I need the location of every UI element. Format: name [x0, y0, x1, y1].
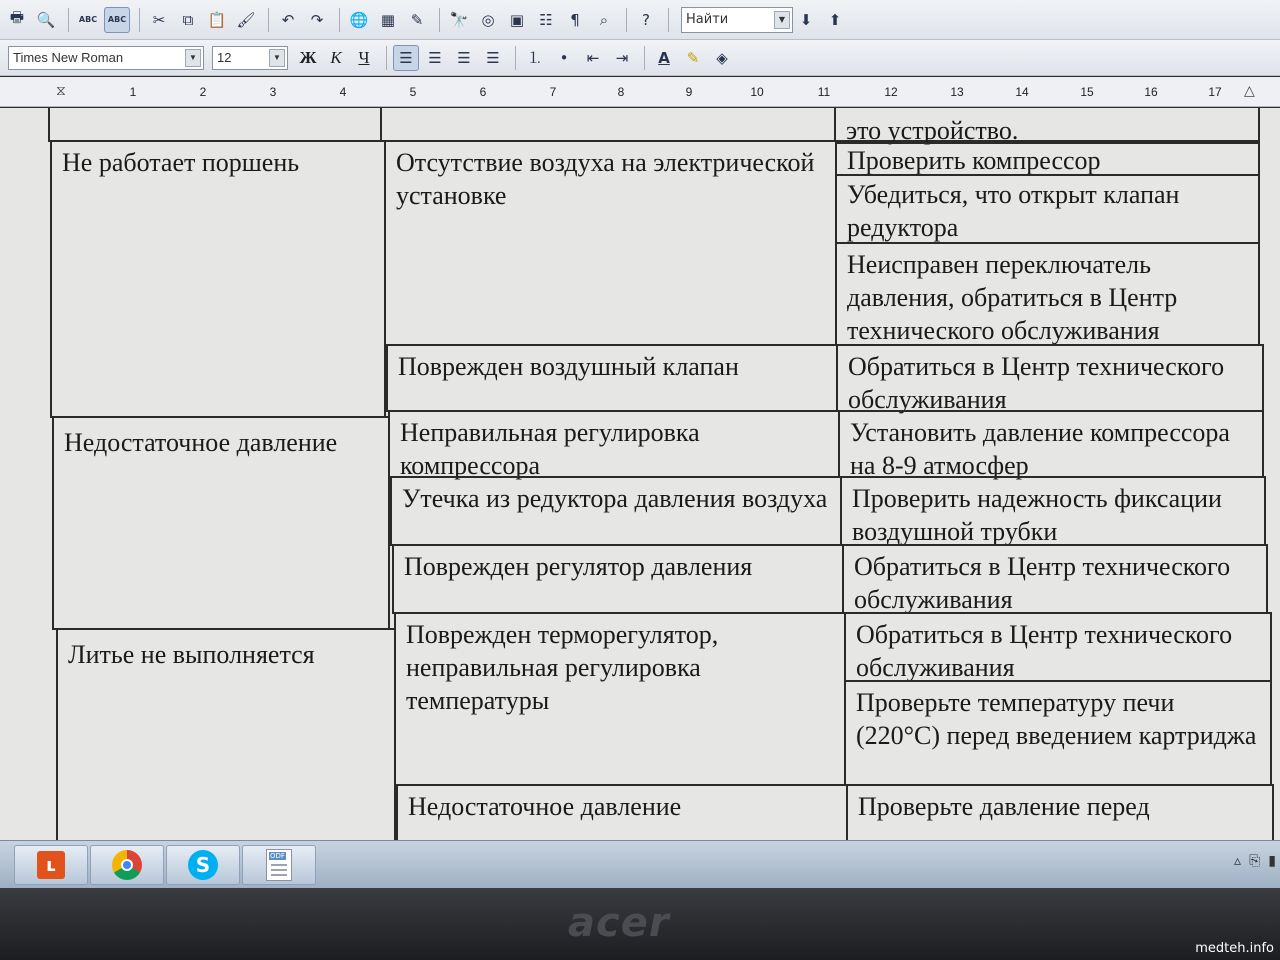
- table-cell-solution[interactable]: Проверить компрессор: [835, 142, 1260, 176]
- table-cell[interactable]: [380, 108, 836, 142]
- table-icon[interactable]: ▦: [380, 10, 396, 29]
- chevron-down-icon[interactable]: ▼: [185, 49, 201, 67]
- table-cell-cause[interactable]: Утечка из редуктора давления воздуха: [390, 476, 842, 546]
- table-cell-solution[interactable]: Обратиться в Центр технического обслуживания: [836, 344, 1264, 412]
- table-cell-problem[interactable]: Литье не выполняется: [56, 628, 396, 840]
- show-hidden-icons-icon[interactable]: ▵: [1234, 853, 1242, 869]
- table-cell-problem[interactable]: Не работает поршень: [50, 140, 386, 418]
- toolbar-separator: [668, 8, 669, 32]
- numbering-icon[interactable]: ⒈: [527, 49, 543, 67]
- left-indent-marker-icon[interactable]: ⧖: [56, 83, 66, 99]
- table-cell-cause[interactable]: Поврежден регулятор давления: [392, 544, 844, 614]
- ruler-tick: 15: [1080, 85, 1094, 99]
- find-next-icon[interactable]: ⬇: [799, 10, 813, 29]
- ruler-tick: 10: [750, 85, 764, 99]
- ruler-tick: 17: [1208, 85, 1222, 99]
- ruler-tick: 7: [549, 85, 557, 99]
- table-cell-solution[interactable]: Обратиться в Центр технического обслуживания: [842, 544, 1268, 614]
- font-size-value: 12: [217, 50, 232, 65]
- paste-icon[interactable]: 📋: [207, 10, 227, 29]
- table-cell-cause[interactable]: Поврежден терморегулятор, неправильная регулировка температуры: [394, 612, 846, 786]
- zoom-icon[interactable]: ⌕: [599, 10, 609, 29]
- toolbar-separator: [268, 8, 269, 32]
- print-icon[interactable]: 🖶: [9, 8, 25, 26]
- monitor-bezel: [0, 888, 1280, 960]
- table-cell-problem[interactable]: Недостаточное давление: [52, 416, 390, 630]
- spellcheck-button[interactable]: ABC: [78, 15, 98, 24]
- chrome-icon: [112, 850, 142, 880]
- align-justify-icon[interactable]: ☰: [486, 48, 500, 67]
- table-cell-cause[interactable]: Недостаточное давление: [396, 784, 848, 840]
- toolbar-separator: [68, 8, 69, 32]
- bullets-icon[interactable]: •: [559, 48, 569, 67]
- watermark: medteh.info: [1195, 941, 1274, 956]
- font-name-combo[interactable]: [8, 46, 204, 70]
- ruler-tick: 13: [950, 85, 964, 99]
- font-size-combo[interactable]: [212, 46, 288, 70]
- clone-format-icon[interactable]: 🖌: [236, 10, 256, 29]
- font-color-icon[interactable]: A: [658, 48, 670, 67]
- chevron-down-icon[interactable]: ▼: [774, 11, 790, 29]
- bold-button[interactable]: Ж: [299, 47, 317, 67]
- horizontal-ruler[interactable]: [0, 77, 1280, 107]
- undo-icon[interactable]: ↶: [281, 10, 295, 29]
- ruler-tick: 3: [269, 85, 277, 99]
- redo-icon[interactable]: ↷: [310, 10, 324, 29]
- standard-toolbar: [0, 0, 1280, 40]
- table-cell-solution[interactable]: Проверить надежность фиксации воздушной трубки: [840, 476, 1266, 546]
- font-name-value: Times New Roman: [13, 50, 124, 65]
- find-input[interactable]: [681, 7, 793, 33]
- underline-button[interactable]: Ч: [358, 47, 370, 67]
- highlighting-icon[interactable]: ✎: [686, 48, 700, 67]
- skype-icon: S: [188, 850, 218, 880]
- table-cell-solution[interactable]: Проверьте давление перед: [846, 784, 1274, 840]
- table-cell-cause[interactable]: Отсутствие воздуха на электрической установке: [384, 140, 837, 346]
- copy-icon[interactable]: ⧉: [182, 10, 194, 29]
- ruler-tick: 9: [685, 85, 693, 99]
- italic-button[interactable]: К: [330, 47, 342, 67]
- table-cell-cause[interactable]: Поврежден воздушный клапан: [386, 344, 838, 412]
- tray-app-icon[interactable]: ⎘: [1249, 853, 1261, 869]
- toolbar-separator: [439, 8, 440, 32]
- ruler-tick: 2: [199, 85, 207, 99]
- hyperlink-icon[interactable]: 🌐: [349, 10, 369, 29]
- increase-indent-icon[interactable]: ⇥: [615, 48, 629, 67]
- autospellcheck-button[interactable]: ABC: [104, 7, 130, 33]
- system-tray: [1234, 853, 1276, 869]
- find-previous-icon[interactable]: ⬆: [828, 10, 842, 29]
- right-indent-marker-icon[interactable]: △: [1244, 83, 1255, 99]
- ruler-tick: 14: [1015, 85, 1029, 99]
- print-preview-icon[interactable]: 🔍: [36, 10, 56, 29]
- ruler-tick: 1: [129, 85, 137, 99]
- toolbar-separator: [644, 46, 645, 70]
- data-sources-icon[interactable]: ☷: [539, 10, 553, 29]
- ruler-tick: 11: [817, 85, 831, 99]
- acer-logo: acer: [568, 900, 670, 946]
- navigator-icon[interactable]: 🔭: [449, 10, 469, 29]
- table-cell[interactable]: [48, 108, 382, 142]
- toolbar-separator: [339, 8, 340, 32]
- ruler-tick: 5: [409, 85, 417, 99]
- table-cell[interactable]: это устройство.: [834, 108, 1260, 142]
- align-center-icon[interactable]: ☰: [428, 48, 442, 67]
- image-icon[interactable]: ▣: [509, 10, 525, 29]
- taskbar-chrome[interactable]: [90, 845, 164, 885]
- gallery-icon[interactable]: ◎: [481, 10, 495, 29]
- toolbar-separator: [139, 8, 140, 32]
- formatting-marks-icon[interactable]: ¶: [570, 10, 580, 29]
- foxit-reader-icon: ʟ: [37, 851, 65, 879]
- table-cell-solution[interactable]: Убедиться, что открыт клапан редуктора: [835, 174, 1260, 244]
- toolbar-separator: [515, 46, 516, 70]
- ruler-tick: 8: [617, 85, 625, 99]
- table-cell-solution[interactable]: Неисправен переключатель давления, обратиться в Центр технического обслуживания: [835, 242, 1260, 346]
- taskbar-skype[interactable]: [166, 845, 240, 885]
- decrease-indent-icon[interactable]: ⇤: [586, 48, 600, 67]
- toolbar-separator: [626, 8, 627, 32]
- toolbar-separator: [386, 46, 387, 70]
- chevron-down-icon[interactable]: ▼: [269, 49, 285, 67]
- align-right-icon[interactable]: ☰: [457, 48, 471, 67]
- help-icon[interactable]: ?: [642, 10, 650, 29]
- table-cell-solution[interactable]: Обратиться в Центр технического обслуживания: [844, 612, 1272, 682]
- formatting-toolbar: [0, 40, 1280, 76]
- taskbar: [0, 840, 1280, 888]
- table-cell-cause[interactable]: Неправильная регулировка компрессора: [388, 410, 840, 478]
- taskbar-foxit-reader[interactable]: [14, 845, 88, 885]
- ruler-tick: 12: [884, 85, 898, 99]
- ruler-tick: 6: [479, 85, 487, 99]
- align-left-icon[interactable]: ☰: [393, 45, 419, 71]
- ruler-tick: 4: [339, 85, 347, 99]
- odf-document-icon: ODF: [266, 849, 292, 881]
- find-input-value: Найти: [686, 12, 729, 27]
- table-cell-solution[interactable]: Проверьте температуру печи (220°С) перед введением картриджа: [844, 680, 1272, 786]
- show-draw-functions-icon[interactable]: ✎: [410, 10, 424, 29]
- ruler-tick: 16: [1144, 85, 1158, 99]
- background-color-icon[interactable]: ◈: [716, 48, 728, 67]
- network-icon[interactable]: ▮: [1268, 853, 1276, 869]
- cut-icon[interactable]: ✂: [152, 10, 166, 29]
- taskbar-odf-document[interactable]: [242, 845, 316, 885]
- table-cell-solution[interactable]: Установить давление компрессора на 8-9 атмосфер: [838, 410, 1264, 478]
- document-page[interactable]: [0, 108, 1280, 840]
